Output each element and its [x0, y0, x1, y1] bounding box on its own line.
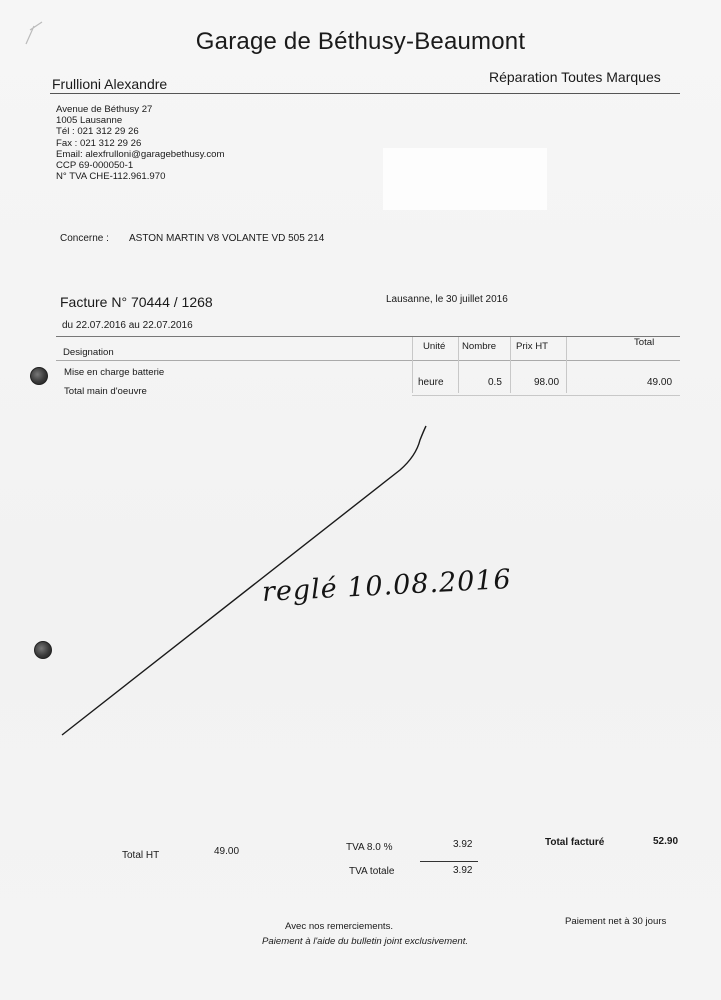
address-tel: Tél : 021 312 29 26 [56, 126, 139, 138]
address-city: 1005 Lausanne [56, 115, 123, 127]
column-header-designation: Designation [63, 347, 114, 358]
tva-rate-label: TVA 8.0 % [346, 842, 393, 853]
tva-totale-label: TVA totale [349, 866, 395, 877]
total-facture-label: Total facturé [545, 837, 605, 848]
concerne-label: Concerne : [60, 233, 109, 244]
address-tva-number: N° TVA CHE-112.961.970 [56, 171, 166, 183]
column-header-unite: Unité [423, 341, 446, 352]
column-header-nombre: Nombre [462, 341, 497, 352]
footer-bulletin-note: Paiement à l'aide du bulletin joint exclusivement. [262, 936, 469, 947]
handwritten-payment-note: reglé 10.08.2016 [261, 563, 513, 608]
tva-value: 3.92 [453, 839, 473, 850]
company-tagline: Réparation Toutes Marques [489, 69, 661, 85]
concerne-vehicle: ASTON MARTIN V8 VOLANTE VD 505 214 [129, 233, 325, 244]
owner-name: Frullioni Alexandre [52, 76, 168, 92]
line-item-total: 49.00 [647, 377, 673, 388]
footer-payment-terms: Paiement net à 30 jours [565, 916, 667, 927]
tva-totale-value: 3.92 [453, 865, 473, 876]
column-header-total: Total [634, 337, 655, 348]
invoice-period: du 22.07.2016 au 22.07.2016 [62, 320, 193, 331]
invoice-date: Lausanne, le 30 juillet 2016 [386, 294, 508, 305]
line-item-designation: Mise en charge batterie [64, 367, 165, 378]
total-ht-value: 49.00 [214, 846, 240, 857]
address-fax: Fax : 021 312 29 26 [56, 137, 142, 149]
address-street: Avenue de Béthusy 27 [56, 104, 153, 115]
company-title: Garage de Béthusy-Beaumont [195, 28, 526, 55]
line-item-nombre: 0.5 [488, 377, 502, 388]
line-item-summary: Total main d'oeuvre [64, 386, 147, 397]
footer-thanks: Avec nos remerciements. [285, 921, 394, 932]
address-ccp: CCP 69-000050-1 [56, 160, 134, 172]
invoice-number: Facture N° 70444 / 1268 [60, 294, 213, 310]
line-item-unite: heure [418, 377, 444, 388]
total-ht-label: Total HT [122, 850, 160, 861]
column-header-prix: Prix HT [516, 341, 548, 352]
line-item-prix: 98.00 [534, 377, 560, 388]
total-facture-value: 52.90 [653, 836, 679, 847]
address-email: Email: alexfrulloni@garagebethusy.com [56, 148, 225, 160]
tva-sum-rule [420, 861, 478, 862]
